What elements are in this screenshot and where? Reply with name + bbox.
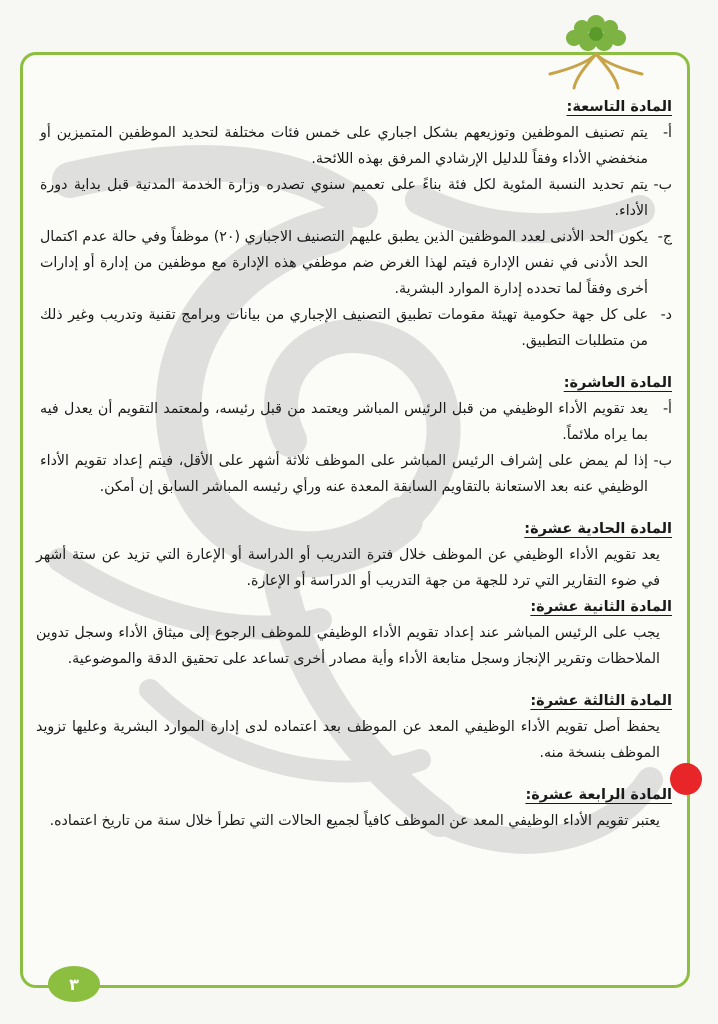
- list-item: [36, 448, 672, 500]
- item-marker: أ-: [662, 125, 672, 141]
- item-text: يكون الحد الأدنى لعدد الموظفين الذين يطبق عليهم التصنيف الاجباري (٢٠) موظفاً وفي حالة عدم اكتمال الحد الأدنى في نفس الإدارة فيتم لهذا الغرض ضم موظفي هذه الإدارة مع موظفين من إدارة أو إدارات أخرى وفقاً لما تحدده إدارة الموارد البشرية.: [40, 229, 648, 297]
- item-text: يتم تصنيف الموظفين وتوزيعهم بشكل اجباري على خمس فئات مختلفة لتحديد الموظفين المتميزين أو منخفضي الأداء وفقاً للدليل الإرشادي المرفق بهذه اللائحة.: [40, 125, 648, 167]
- list-item: [36, 302, 672, 354]
- article-text: يجب على الرئيس المباشر عند إعداد تقويم الأداء الوظيفي للموظف الرجوع إلى ميثاق الأداء وسجل تدوين الملاحظات وتقرير الإنجاز وسجل متابعة الأداء وأية مصادر أخرى تساعد على تحقيق الدقة والموضوعية.: [36, 625, 660, 667]
- article-text: يعتبر تقويم الأداء الوظيفي المعد عن الموظف كافياً لجميع الحالات التي تطرأ خلال سنة من تاريخ اعتماده.: [49, 813, 660, 829]
- list-item: [36, 224, 672, 302]
- item-marker: ب-: [653, 177, 672, 193]
- article-11: [36, 516, 672, 594]
- article-title: المادة التاسعة:: [566, 99, 672, 115]
- item-marker: د-: [660, 307, 672, 323]
- article-title: المادة العاشرة:: [563, 375, 672, 391]
- red-marker-dot: [670, 763, 702, 795]
- item-text: يتم تحديد النسبة المئوية لكل فئة بناءً على تعميم سنوي تصدره وزارة الخدمة المدنية قبل بداية دورة الأداء.: [40, 177, 648, 219]
- article-text: يعد تقويم الأداء الوظيفي عن الموظف خلال فترة التدريب أو الدراسة أو الإعارة التي تزيد عن ستة أشهر في ضوء التقارير التي ترد للجهة من جهة التدريب أو الدراسة أو الإعارة.: [36, 547, 660, 589]
- item-marker: أ-: [662, 401, 672, 417]
- list-item: [36, 120, 672, 172]
- item-marker: ب-: [653, 453, 672, 469]
- item-text: يعد تقويم الأداء الوظيفي من قبل الرئيس المباشر ويعتمد من قبل رئيسه، ولمعتمد التقويم أن يعدل فيه بما يراه ملائماً.: [40, 401, 648, 443]
- article-12: [36, 594, 672, 672]
- article-9: [36, 94, 672, 354]
- page-number: ٣: [48, 966, 100, 1002]
- list-item: [36, 396, 672, 448]
- article-title: المادة الحادية عشرة:: [524, 521, 672, 537]
- article-title: المادة الثانية عشرة:: [530, 599, 672, 615]
- article-title: المادة الثالثة عشرة:: [530, 693, 672, 709]
- palm-logo-icon: [536, 4, 656, 92]
- article-13: [36, 688, 672, 766]
- article-10: [36, 370, 672, 500]
- item-text: على كل جهة حكومية تهيئة مقومات تطبيق التصنيف الإجباري من بيانات وبرامج تقنية وتدريب وغير ذلك من متطلبات التطبيق.: [40, 307, 648, 349]
- article-title: المادة الرابعة عشرة:: [525, 787, 672, 803]
- list-item: [36, 172, 672, 224]
- article-14: [36, 782, 672, 834]
- article-text: يحفظ أصل تقويم الأداء الوظيفي المعد عن الموظف بعد اعتماده لدى إدارة الموارد البشرية وعليها تزويد الموظف بنسخة منه.: [36, 719, 660, 761]
- document-body: [36, 94, 672, 850]
- item-text: إذا لم يمض على إشراف الرئيس المباشر على الموظف ثلاثة أشهر على الأقل، فيتم إعداد تقويم الأداء الوظيفي عنه بعد الاستعانة بالتقاويم السابقة المعدة عنه ورأي رئيسه المباشر السابق إن أمكن.: [40, 453, 648, 495]
- item-marker: ج-: [657, 229, 672, 245]
